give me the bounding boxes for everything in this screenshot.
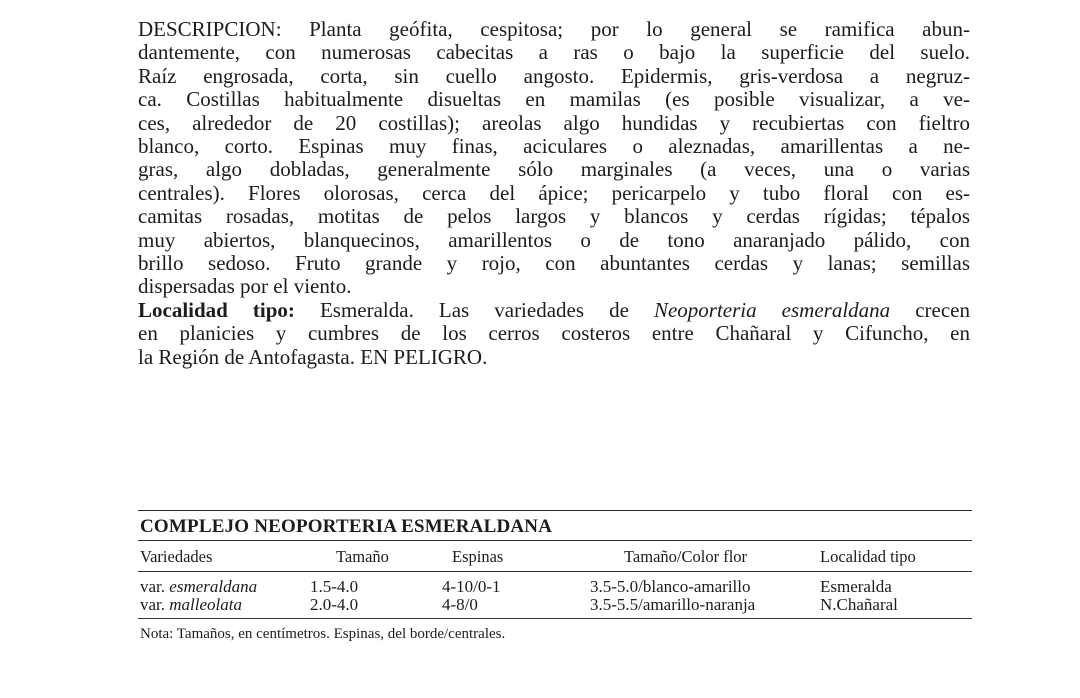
variety-prefix: var. bbox=[140, 595, 170, 614]
locality-cell: N.Chañaral bbox=[820, 595, 898, 614]
description-paragraph bbox=[138, 18, 970, 299]
size-cell: 1.5-4.0 bbox=[310, 577, 359, 596]
size-cell: 2.0-4.0 bbox=[310, 595, 359, 614]
table-header bbox=[138, 541, 972, 571]
text-line: centrales). Flores olorosas, cerca del ápice; pericarpelo y tubo floral con es- bbox=[138, 180, 970, 205]
table-row bbox=[138, 596, 972, 614]
flower-cell: 3.5-5.5/amarillo-naranja bbox=[590, 595, 756, 614]
variety-name: malleolata bbox=[169, 595, 242, 614]
text-line: ca. Costillas habitualmente disueltas en mamilas (es posible visualizar, a ve- bbox=[138, 87, 970, 112]
text-line: brillo sedoso. Fruto grande y rojo, con abuntantes cerdas y lanas; semillas bbox=[138, 251, 970, 276]
text-line: en planicies y cumbres de los cerros costeros entre Chañaral y Cifuncho, en bbox=[138, 321, 970, 346]
text-line: ces, alrededor de 20 costillas); areolas algo hundidas y recubiertas con fieltro bbox=[138, 110, 970, 135]
variety-name: esmeraldana bbox=[169, 577, 258, 596]
text-line: blanco, corto. Espinas muy finas, aciculares o aleznadas, amarillentas a ne- bbox=[138, 134, 970, 159]
text-line: Raíz engrosada, corta, sin cuello angosto. Epidermis, gris-verdosa a negruz- bbox=[138, 63, 970, 88]
column-header: Tamaño/Color flor bbox=[624, 547, 748, 566]
locality-line bbox=[138, 299, 970, 322]
text-line: dantemente, con numerosas cabecitas a ras o bajo la superficie del suelo. bbox=[138, 40, 970, 65]
column-header: Variedades bbox=[140, 547, 213, 566]
species-name: Neoporteria esmeraldana bbox=[653, 297, 891, 322]
table-body bbox=[138, 572, 972, 618]
column-header: Tamaño bbox=[336, 547, 389, 566]
table-bottom-rule bbox=[138, 618, 972, 619]
locality-text: crecen bbox=[890, 297, 970, 322]
variety-cell bbox=[138, 596, 306, 614]
text-line: DESCRIPCION: Planta geófita, cespitosa; por lo general se ramifica abun- bbox=[138, 17, 970, 41]
species-table bbox=[138, 510, 972, 643]
variety-prefix: var. bbox=[140, 577, 170, 596]
text-line: camitas rosadas, motitas de pelos largos y blancos y cerdas rígidas; tépalos bbox=[138, 204, 970, 229]
spines-cell: 4-10/0-1 bbox=[442, 577, 501, 596]
table-title: COMPLEJO NEOPORTERIA ESMERALDANA bbox=[140, 516, 553, 537]
flower-cell: 3.5-5.0/blanco-amarillo bbox=[590, 577, 751, 596]
locality-text: Esmeralda. Las variedades de bbox=[294, 297, 654, 322]
text-line: muy abiertos, blanquecinos, amarillentos o de tono anaranjado pálido, con bbox=[138, 227, 970, 252]
locality-label: Localidad tipo: bbox=[138, 297, 295, 322]
locality-cell: Esmeralda bbox=[820, 577, 892, 596]
variety-cell bbox=[138, 578, 306, 596]
spines-cell: 4-8/0 bbox=[442, 595, 478, 614]
table-top-rule bbox=[138, 510, 972, 511]
text-line: gras, algo dobladas, generalmente sólo marginales (a veces, una o varias bbox=[138, 157, 970, 182]
column-header: Localidad tipo bbox=[820, 547, 916, 566]
table-note: Nota: Tamaños, en centímetros. Espinas, del borde/centrales. bbox=[140, 626, 506, 642]
column-header: Espinas bbox=[452, 547, 504, 566]
locality-paragraph bbox=[138, 299, 970, 369]
description-text bbox=[138, 18, 970, 369]
table-row bbox=[138, 578, 972, 596]
text-line: la Región de Antofagasta. EN PELIGRO. bbox=[138, 344, 488, 369]
text-line: dispersadas por el viento. bbox=[138, 274, 352, 299]
